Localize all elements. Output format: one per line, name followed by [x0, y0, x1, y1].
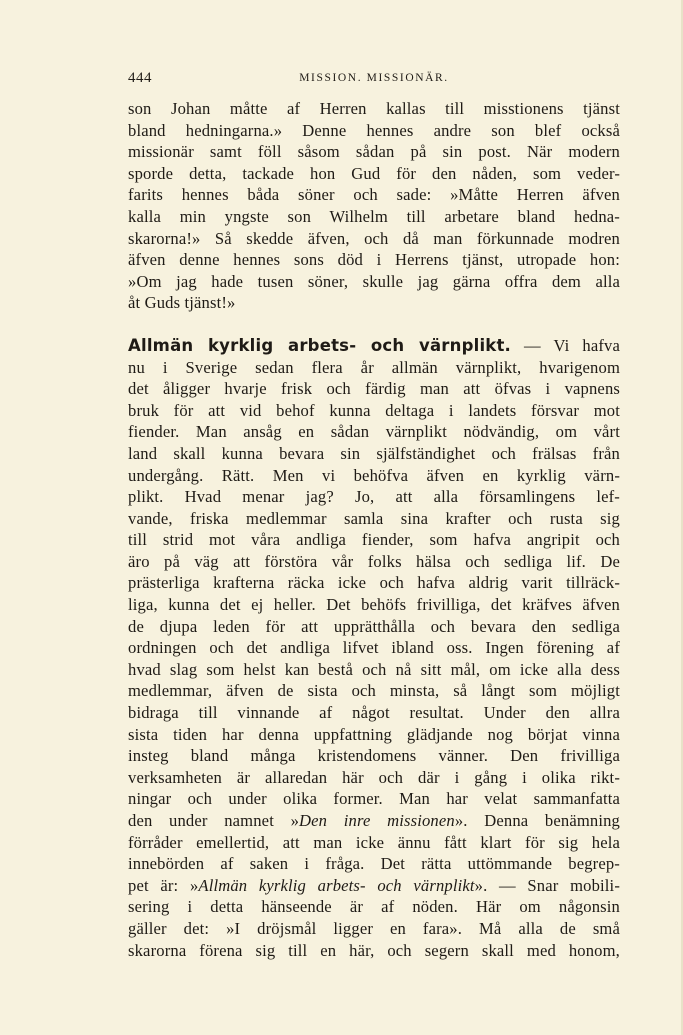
- text-line: gäller det: »I dröjsmål ligger en fara». Må alla de små: [128, 918, 620, 938]
- section-heading-rest: — Vi hafva: [524, 335, 620, 355]
- text-line: ningar och under olika former. Man har velat sammanfatta: [128, 789, 620, 809]
- text-line: ordningen och det andliga lifvet ibland oss. Ingen förening af: [128, 638, 620, 658]
- paragraph-gap: [128, 314, 620, 335]
- text-line: missionär samt föll såsom sådan på sin post. När modern: [128, 142, 620, 162]
- text-line: sering i detta hänseende är af nöden. Här om någonsin: [128, 897, 620, 917]
- text-line: verksamheten är allaredan här och där i gång i olika rikt-: [128, 767, 620, 787]
- text-line: skarorna!» Så skedde äfven, och då man förkunnade modren: [128, 228, 620, 248]
- text-line: skarorna förena sig till en här, och segern skall med honom,: [128, 940, 620, 960]
- text-line: farits hennes båda söner och sade: »Måtte Herren äfven: [128, 185, 620, 205]
- text-line: prästerliga krafterna räcka icke och hafva aldrig varit tillräck-: [128, 573, 620, 593]
- text-line: medlemmar, äfven de sista och minsta, så långt som möjligt: [128, 681, 620, 701]
- paragraph-continued: [128, 98, 620, 314]
- text-line: land skall kunna bevara sin själfständighet och frälsas från: [128, 443, 620, 463]
- text-line: sista tiden har denna uppfattning glädjande nog börjat vinna: [128, 724, 620, 744]
- page-body: [128, 98, 620, 961]
- text-line: det åligger hvarje frisk och färdig man att öfvas i vapnens: [128, 379, 620, 399]
- text-fragment: ». — Snar mobili-: [474, 875, 620, 895]
- text-line: äro på väg att förstöra vår folks hälsa och sedliga lif. De: [128, 551, 620, 571]
- text-line: plikt. Hvad menar jag? Jo, att alla församlingens lef-: [128, 487, 620, 507]
- section-text-a: [128, 357, 620, 810]
- text-line: vande, friska medlemmar samla sina krafter och rusta sig: [128, 508, 620, 528]
- page-number: 444: [128, 70, 152, 86]
- text-line: bland hedningarna.» Denne hennes andre son blef också: [128, 120, 620, 140]
- text-fragment: den under namnet »: [128, 811, 300, 830]
- text-line: bidraga till vinnande af något resultat. Under den allra: [128, 703, 620, 723]
- text-line: »Om jag hade tusen söner, skulle jag gärna offra dem alla: [128, 271, 620, 291]
- text-fragment: pet är: »: [128, 875, 199, 895]
- section-text-c: [128, 896, 620, 961]
- text-line: sporde detta, tackade hon Gud för den nåden, som veder-: [128, 163, 620, 183]
- text-line: liga, kunna det ej heller. Det behöfs frivilliga, det kräfves äfven: [128, 595, 620, 615]
- section-text-b: [128, 832, 620, 875]
- text-line: förråder emellertid, att man icke ännu fått klart för sig hela: [128, 832, 620, 852]
- text-line: de djupa leden för att upprätthålla och bevara den sedliga: [128, 616, 620, 636]
- italic-term: Allmän kyrklig arbets- och värnplikt: [198, 875, 475, 895]
- text-line: son Johan måtte af Herren kallas till misstionens tjänst: [128, 99, 620, 118]
- text-line: hvad slag som helst kan bestå och nå sitt mål, om icke alla dess: [128, 659, 620, 679]
- text-fragment: ». Denna benämning: [454, 811, 620, 830]
- text-line: innebörden af saken i fråga. Det rätta uttömmande begrep-: [128, 854, 620, 874]
- text-line: fiender. Man ansåg en sådan värnplikt nödvändig, om vårt: [128, 422, 620, 442]
- text-line: till strid mot våra andliga fiender, som hafva angripit och: [128, 530, 620, 550]
- text-line: åt Guds tjänst!»: [128, 293, 236, 313]
- text-line: nu i Sverige sedan flera år allmän värnplikt, hvarigenom: [128, 357, 620, 377]
- section-heading: Allmän kyrklig arbets- och värnplikt.: [128, 335, 512, 355]
- text-line: insteg bland många kristendomens vänner. Den frivilliga: [128, 746, 620, 766]
- text-line-allman: [128, 875, 620, 897]
- text-line-inner-mission: [128, 810, 620, 832]
- text-line: kalla min yngste son Wilhelm till arbetare bland hedna-: [128, 206, 620, 226]
- running-title: MISSION. MISSIONÄR.: [299, 72, 449, 84]
- section-heading-line: [128, 335, 620, 357]
- page-header: [128, 70, 620, 90]
- text-line: bruk för att vid behof kunna deltaga i landets försvar mot: [128, 400, 620, 420]
- italic-term: Den inre missionen: [299, 811, 455, 830]
- text-line: äfven denne hennes sons död i Herrens tjänst, utropade hon:: [128, 250, 620, 270]
- text-line: undergång. Rätt. Men vi behöfva äfven en kyrklig värn-: [128, 465, 620, 485]
